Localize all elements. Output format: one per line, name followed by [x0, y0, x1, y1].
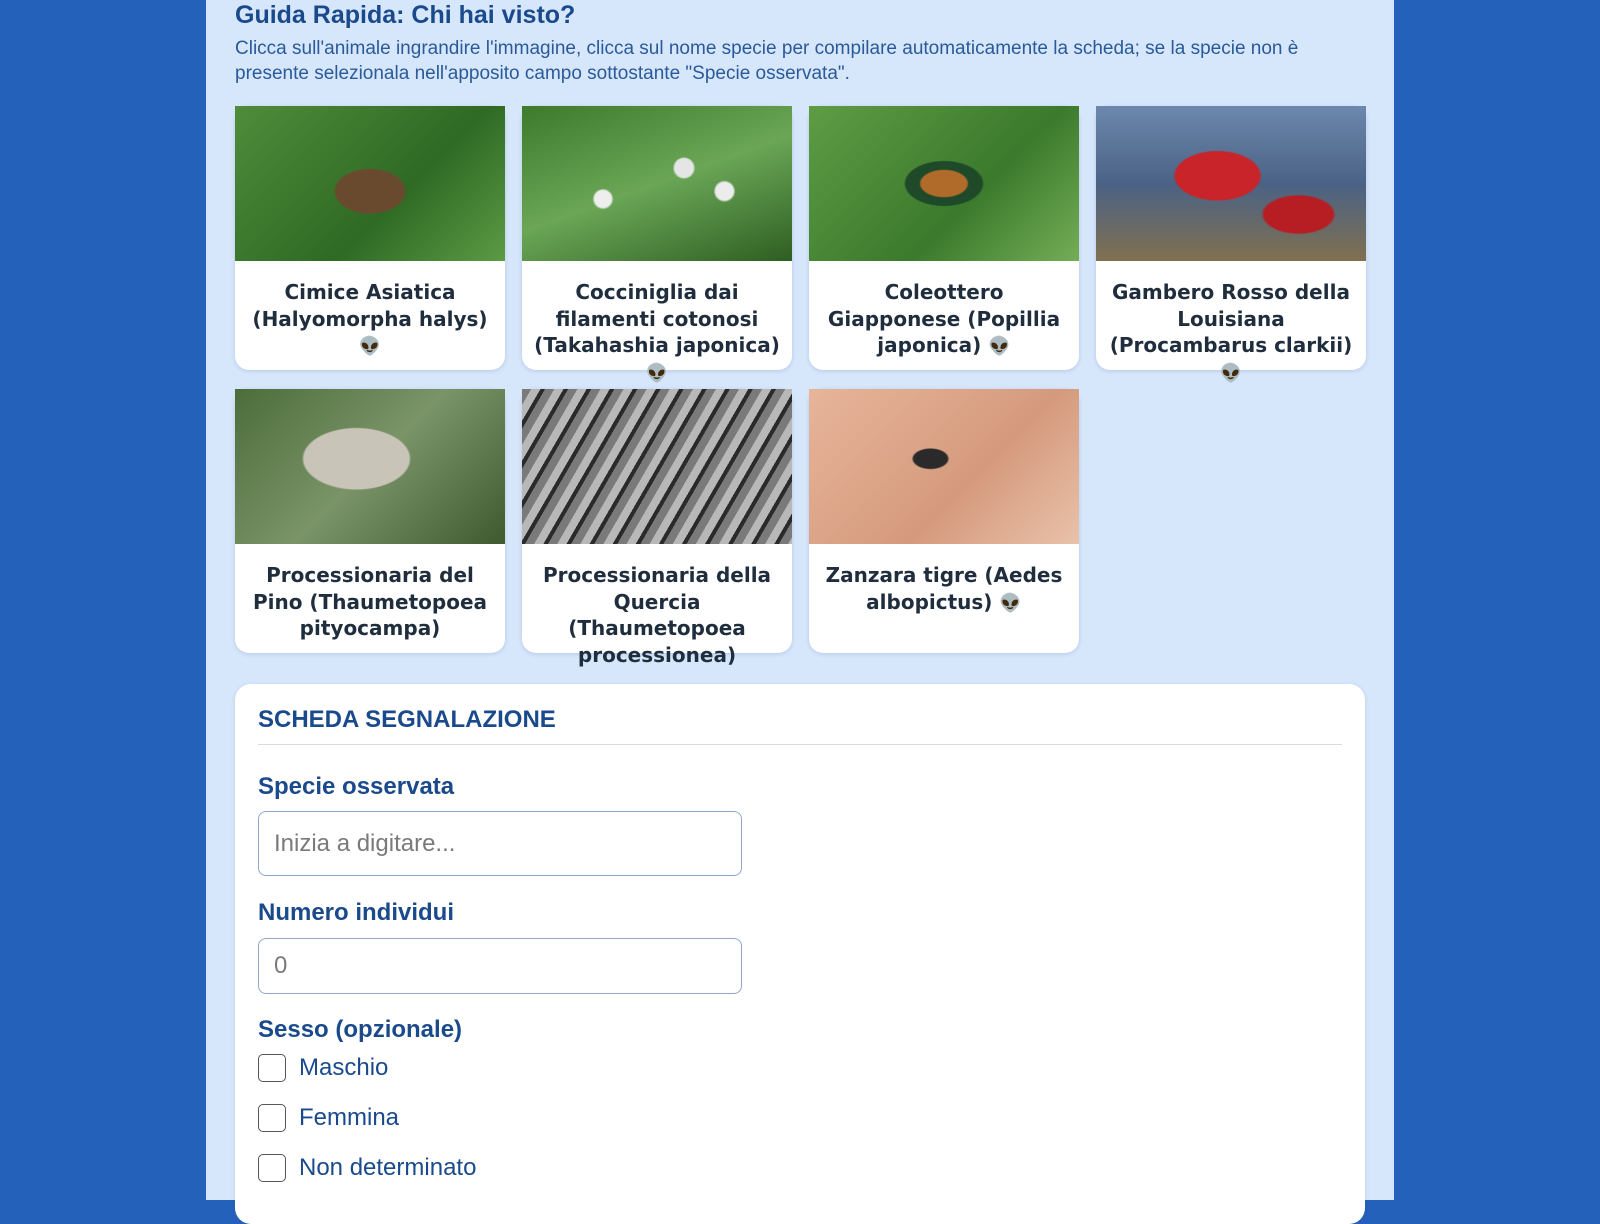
species-name-link[interactable]: [235, 562, 505, 644]
count-input[interactable]: [258, 938, 742, 994]
species-name-link[interactable]: [809, 279, 1079, 361]
species-name-text: Coleottero Giapponese (Popillia japonica): [827, 280, 1061, 357]
species-image[interactable]: [235, 106, 505, 261]
species-name-text: Cocciniglia dai filamenti cotonosi (Takahashia japonica): [534, 280, 780, 357]
species-name-text: Zanzara tigre (Aedes albopictus): [825, 563, 1063, 614]
species-image[interactable]: [809, 106, 1079, 261]
species-card: [235, 389, 505, 653]
page-container: [206, 0, 1394, 1200]
form-title: SCHEDA SEGNALAZIONE: [258, 706, 556, 733]
checkbox[interactable]: [258, 1054, 286, 1082]
species-card: [235, 106, 505, 370]
species-name-link[interactable]: [522, 562, 792, 670]
species-input[interactable]: [258, 811, 742, 876]
report-form: [235, 684, 1365, 1224]
guide-description: Clicca sull'animale ingrandire l'immagine, clicca sul nome specie per compilare automaticamente la scheda; se la specie non è presente selezionala nell'apposito campo sottostante "Specie osservata".: [235, 38, 1299, 84]
sex-option-female[interactable]: [258, 1104, 399, 1132]
species-name-text: Gambero Rosso della Louisiana (Procambarus clarkii): [1109, 280, 1353, 357]
guide-title: Guida Rapida: Chi hai visto?: [235, 1, 576, 29]
species-card: [522, 106, 792, 384]
species-image[interactable]: [1096, 106, 1366, 261]
species-name-link[interactable]: [522, 279, 792, 387]
checkbox[interactable]: [258, 1104, 286, 1132]
species-name-link[interactable]: [809, 562, 1079, 617]
species-image[interactable]: [235, 389, 505, 544]
species-card: [809, 106, 1079, 370]
species-name-text: Processionaria della Quercia (Thaumetopoea processionea): [542, 563, 772, 667]
species-card: [522, 389, 792, 667]
sex-option-male[interactable]: [258, 1054, 388, 1082]
species-image[interactable]: [522, 106, 792, 261]
species-name-link[interactable]: [235, 279, 505, 361]
sex-option-undetermined[interactable]: [258, 1154, 476, 1182]
species-card: [1096, 106, 1366, 384]
species-name-text: Cimice Asiatica (Halyomorpha halys): [252, 280, 488, 331]
form-divider: [258, 744, 1342, 745]
species-card: [809, 389, 1079, 653]
species-image[interactable]: [522, 389, 792, 544]
alien-icon: 👽: [988, 336, 1011, 357]
count-field-label: Numero individui: [258, 899, 455, 926]
sex-field-label: Sesso (opzionale): [258, 1016, 463, 1043]
alien-icon: 👽: [999, 592, 1022, 614]
species-name-link[interactable]: [1096, 279, 1366, 387]
alien-icon: 👽: [1219, 362, 1243, 384]
checkbox-label: Maschio: [299, 1054, 389, 1081]
species-image[interactable]: [809, 389, 1079, 544]
species-name-text: Processionaria del Pino (Thaumetopoea pityocampa): [252, 563, 488, 640]
alien-icon: 👽: [645, 362, 669, 384]
checkbox[interactable]: [258, 1154, 286, 1182]
species-field-label: Specie osservata: [258, 773, 455, 800]
alien-icon: 👽: [358, 336, 382, 357]
checkbox-label: Femmina: [299, 1104, 400, 1131]
checkbox-label: Non determinato: [299, 1154, 477, 1181]
